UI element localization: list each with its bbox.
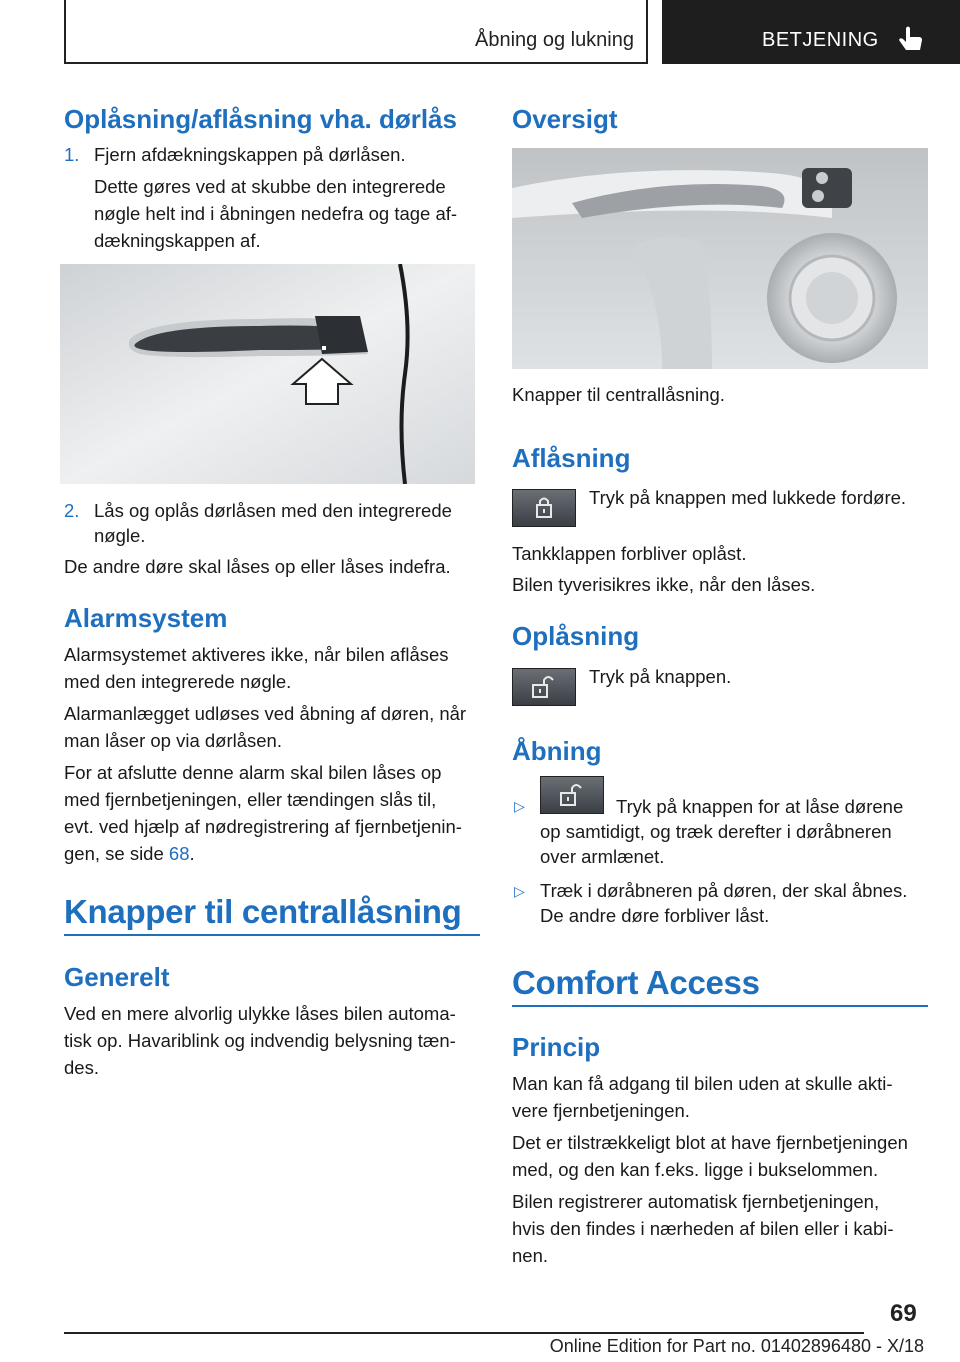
principle-paragraphs <box>512 1070 908 1269</box>
section-rule <box>64 934 480 936</box>
lock-button-image <box>512 489 576 527</box>
header-section-title: Åbning og lukning <box>474 29 634 51</box>
unlock-text: Tryk på knappen. <box>589 666 732 687</box>
general-line: Ved en mere alvorlig ulykke låses bilen automa- <box>64 1003 456 1024</box>
principle-line: vere fjernbetjeningen. <box>512 1100 690 1121</box>
heading-opening: Åbning <box>512 736 602 766</box>
open-bullet-1-b: op samtidigt, og træk derefter i døråbneren <box>540 821 892 842</box>
section-rule <box>512 1005 928 1007</box>
header-chapter-tab <box>662 0 960 64</box>
other-doors-text: De andre døre skal låses op eller låses indefra. <box>64 556 451 577</box>
heading-central-locking-buttons: Knapper til centrallåsning <box>64 893 462 930</box>
heading-unlock: Oplåsning <box>512 621 640 651</box>
heading-lock: Aflåsning <box>512 443 631 473</box>
alarm-paragraphs <box>64 641 466 867</box>
padlock-open-icon <box>541 777 603 813</box>
open-bullet-2-b: De andre døre forbliver låst. <box>540 905 770 926</box>
bullet-triangle-icon: ▷ <box>514 883 525 899</box>
step-2-text-b: nøgle. <box>94 525 146 546</box>
door-handle-image <box>60 264 475 484</box>
open-bullet-1-c: over armlænet. <box>540 846 665 867</box>
overview-caption: Knapper til centrallåsning. <box>512 384 725 405</box>
heading-door-lock: Oplåsning/aflåsning vha. dørlås <box>64 104 457 134</box>
unlock-button-inline-image <box>540 776 604 814</box>
alarm-line: Alarmanlægget udløses ved åbning af døren, når <box>64 703 467 724</box>
lock-text: Tryk på knappen med lukkede fordøre. <box>589 487 907 508</box>
unlock-button-image <box>512 668 576 706</box>
step-1-sub-a: Dette gøres ved at skubbe den integrerede <box>94 176 446 197</box>
page-number: 69 <box>890 1300 917 1327</box>
alarm-line: man låser op via dørlåsen. <box>64 730 282 751</box>
heading-overview: Oversigt <box>512 104 618 134</box>
header-section-tab <box>64 0 648 64</box>
bullet-triangle-icon: ▷ <box>514 798 525 814</box>
footer-rule <box>64 1332 864 1334</box>
lock-line-2: Bilen tyverisikres ikke, når den låses. <box>512 574 816 595</box>
heading-alarm-system: Alarmsystem <box>64 603 228 633</box>
alarm-line-last: gen, se side 68. <box>64 843 195 864</box>
principle-line: Bilen registrerer automatisk fjernbetjeningen, <box>512 1191 880 1212</box>
alarm-line: med den integrerede nøgle. <box>64 671 292 692</box>
page-link-68[interactable]: 68 <box>168 843 190 864</box>
heading-comfort-access: Comfort Access <box>512 964 760 1001</box>
alarm-line: For at afslutte denne alarm skal bilen låses op <box>64 762 442 783</box>
step-2-number: 2. <box>64 500 80 521</box>
header-chapter-title: BETJENING <box>762 29 879 51</box>
principle-line: med, og den kan f.eks. ligge i bukselommen. <box>512 1159 879 1180</box>
padlock-closed-icon <box>513 490 575 526</box>
padlock-open-icon <box>513 669 575 705</box>
principle-line: hvis den findes i nærheden af bilen eller i kabi- <box>512 1218 894 1239</box>
principle-line: Man kan få adgang til bilen uden at skulle akti- <box>512 1073 893 1094</box>
footer-edition: Online Edition for Part no. 01402896480 - X/18 <box>549 1336 924 1356</box>
alarm-line: evt. ved hjælp af nødregistrering af fjernbetjenin- <box>64 816 462 837</box>
general-line: tisk op. Havariblink og indvendig belysning tæn- <box>64 1030 456 1051</box>
open-bullet-1-a: Tryk på knappen for at låse dørene <box>616 796 904 817</box>
principle-line: Det er tilstrækkeligt blot at have fjernbetjeningen <box>512 1132 908 1153</box>
step-1-text: Fjern afdækningskappen på dørlåsen. <box>94 144 406 165</box>
principle-line: nen. <box>512 1245 549 1266</box>
door-panel-image <box>512 148 928 369</box>
step-1-sub-c: dækningskappen af. <box>94 230 261 251</box>
step-1-number: 1. <box>64 144 80 165</box>
alarm-line: med fjernbetjeningen, eller tændingen slås til, <box>64 789 437 810</box>
general-line: des. <box>64 1057 99 1078</box>
step-1-sub-b: nøgle helt ind i åbningen nedefra og tage af- <box>94 203 458 224</box>
open-bullet-2-a: Træk i døråbneren på døren, der skal åbnes. <box>540 880 908 901</box>
step-2-text-a: Lås og oplås dørlåsen med den integrerede <box>94 500 452 521</box>
heading-principle: Princip <box>512 1032 601 1062</box>
lock-line-1: Tankklappen forbliver oplåst. <box>512 543 747 564</box>
alarm-line: Alarmsystemet aktiveres ikke, når bilen aflåses <box>64 644 449 665</box>
general-paragraph <box>64 1000 456 1081</box>
hand-pointer-icon <box>896 24 926 56</box>
heading-general: Generelt <box>64 962 170 992</box>
